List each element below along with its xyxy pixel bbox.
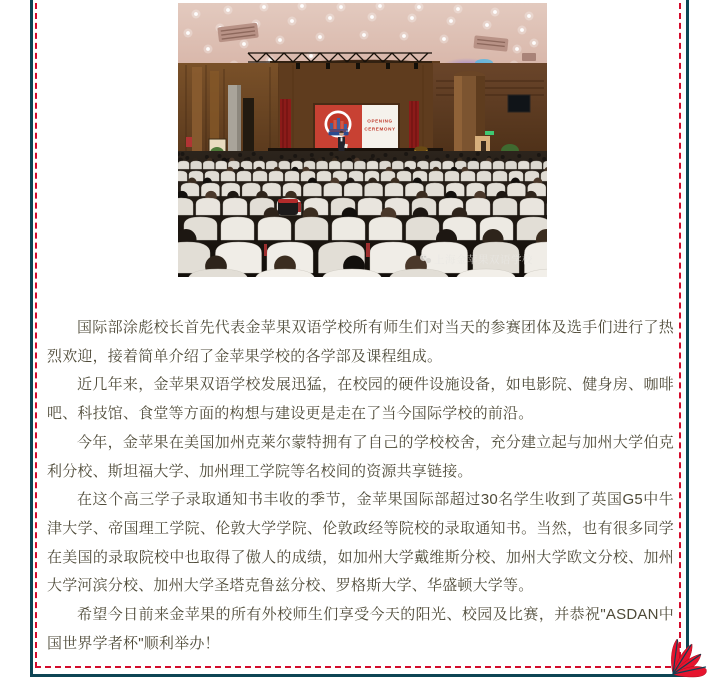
article-paragraph-3: 今年，金苹果在美国加州克莱尔蒙特拥有了自己的学校校舍，充分建立起与加州大学伯克利分校、斯坦福大学、加州理工学院等名校间的资源共享链接。 (47, 433, 674, 480)
stage-curtain-right (409, 101, 419, 151)
wall-display (508, 95, 530, 112)
screen-logo (325, 111, 352, 138)
article-paragraph-1: 国际部涂彪校长首先代表金苹果双语学校所有师生们对当天的参赛团体及选手们进行了热烈欢迎，接着简单介绍了金苹果学校的各学部及课程组成。 (47, 319, 674, 365)
exit-sign (485, 131, 494, 135)
watermark-text: 上海金苹果双语学校 (434, 254, 533, 266)
article-paragraph-5: 希望今日前来金苹果的所有外校师生们享受今天的阳光、校园及比赛，并恭祝"ASDAN中国世界学者杯"顺利举办！ (47, 606, 674, 652)
stage-screen (313, 103, 400, 150)
corner-fan-decoration (661, 633, 709, 679)
article-body (47, 314, 674, 658)
red-flag (186, 137, 192, 147)
screen-text-line2: CEREMONY (364, 126, 396, 132)
article-paragraph-4: 在这个高三学子录取通知书丰收的季节，金苹果国际部超过30名学生收到了英国G5中牛津大学、帝国理工学院、伦敦大学学院、伦敦政经等院校的录取通知书。当然，也有很多同学在美国的录取院校中也取得了傲人的成绩，如加州大学戴维斯分校、加州大学欧文分校、加州大学河滨分校、加州大学圣塔克鲁兹分校、罗格斯大学、华盛顿大学等。 (47, 491, 674, 595)
screen-text-line1: OPENING (367, 118, 393, 124)
speaker-stack (243, 98, 254, 160)
article-paragraph-2: 近几年来，金苹果双语学校发展迅猛，在校园的硬件设施设备，如电影院、健身房、咖啡吧、科技馆、食堂等方面的构想与建设更是走在了当今国际学校的前沿。 (47, 376, 674, 423)
photo-watermark (420, 253, 533, 266)
stage-curtain-left (280, 99, 291, 151)
auditorium-photo[interactable] (178, 3, 547, 277)
air-vent-small (522, 53, 536, 61)
